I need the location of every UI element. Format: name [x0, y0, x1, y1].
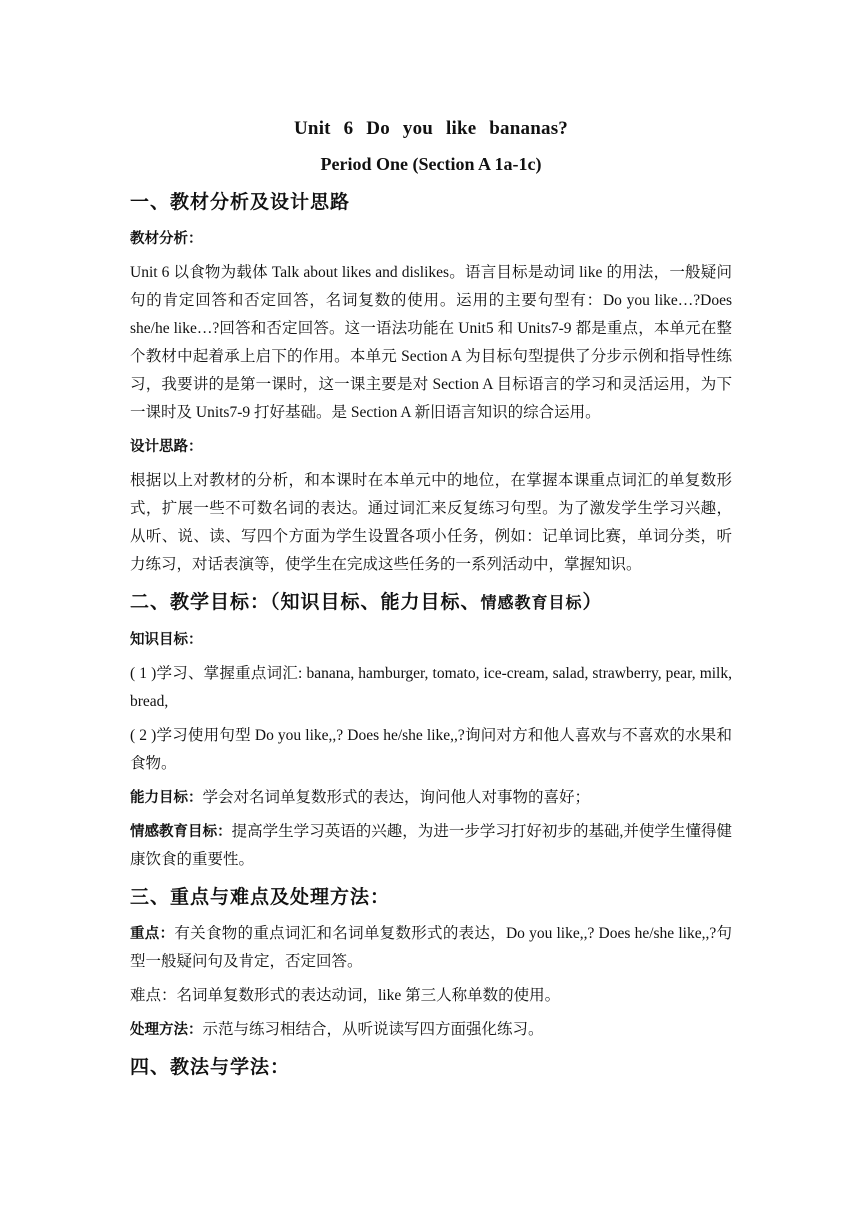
emotion-paragraph — [130, 818, 732, 874]
design-label: 设计思路： — [130, 439, 203, 455]
document-content — [130, 113, 732, 1084]
document-subtitle: Period One (Section A 1a-1c) — [320, 154, 542, 174]
emotion-label: 情感教育目标： — [130, 824, 232, 840]
key-points-text: 有关食物的重点词汇和名词单复数形式的表达，Do you like,,? Does he/she like,,?句型一般疑问句及肯定，否定回答。 — [130, 925, 732, 970]
knowledge-item-1: ( 1 )学习、掌握重点词汇: banana, hamburger, tomato, ice-cream, salad, strawberry, pear, milk, bread, — [130, 665, 732, 710]
design-paragraph: 根据以上对教材的分析，和本课时在本单元中的地位，在掌握本课重点词汇的单复数形式，扩展一些不可数名词的表达。通过词汇来反复练习句型。为了激发学生学习兴趣，从听、说、读、写四个方面为学生设置各项小任务，例如：记单词比赛，单词分类，听力练习，对话表演等，使学生在完成这些任务的一系列活动中，掌握知识。 — [130, 472, 732, 573]
section3-heading: 三、重点与难点及处理方法： — [130, 886, 391, 908]
section2-heading-main: 二、教学目标：（知识目标、能力目标、 — [130, 591, 481, 613]
knowledge-item-2: ( 2 )学习使用句型 Do you like,,? Does he/she like,,?询问对方和他人喜欢与不喜欢的水果和食物。 — [130, 727, 732, 772]
section2-heading — [130, 585, 732, 620]
ability-paragraph — [130, 784, 732, 812]
ability-label: 能力目标： — [130, 790, 203, 806]
analysis-paragraph: Unit 6 以食物为载体 Talk about likes and dislikes。语言目标是动词 like 的用法，一般疑问句的肯定回答和否定回答，名词复数的使用。运用的主要句型有：Do you like…?Does she/he like…?回答和否定回答。这一语法功能在 Unit5 和 Units7-9 都是重点，本单元在整个教材中起着承上启下的作用。本单元 Section A 为目标句型提供了分步示例和指导性练习，我要讲的是第一课时，这一课主要是对 Section A 目标语言的学习和灵活运用，为下一课时及 Units7-9 打好基础。是 Section A 新旧语言知识的综合运用。 — [130, 264, 732, 421]
emotion-text: 提高学生学习英语的兴趣，为进一步学习打好初步的基础,并使学生懂得健康饮食的重要性。 — [130, 823, 732, 868]
method-text: 示范与练习相结合，从听说读写四方面强化练习。 — [202, 1021, 544, 1038]
key-points-label: 重点： — [130, 926, 175, 942]
difficult-points-paragraph: 难点：名词单复数形式的表达动词，like 第三人称单数的使用。 — [130, 987, 561, 1004]
section1-heading: 一、教材分析及设计思路 — [130, 191, 351, 213]
analysis-label: 教材分析： — [130, 231, 203, 247]
section4-heading: 四、教法与学法： — [130, 1056, 291, 1078]
method-paragraph — [130, 1016, 732, 1044]
ability-text: 学会对名词单复数形式的表达，询问他人对事物的喜好； — [202, 789, 591, 806]
method-label: 处理方法： — [130, 1022, 203, 1038]
section2-heading-end: ） — [582, 591, 603, 613]
key-points-paragraph — [130, 920, 732, 976]
section2-heading-small: 情感教育目标 — [480, 593, 583, 612]
document-title: Unit 6 Do you like bananas? — [294, 118, 568, 139]
knowledge-label: 知识目标： — [130, 632, 203, 648]
